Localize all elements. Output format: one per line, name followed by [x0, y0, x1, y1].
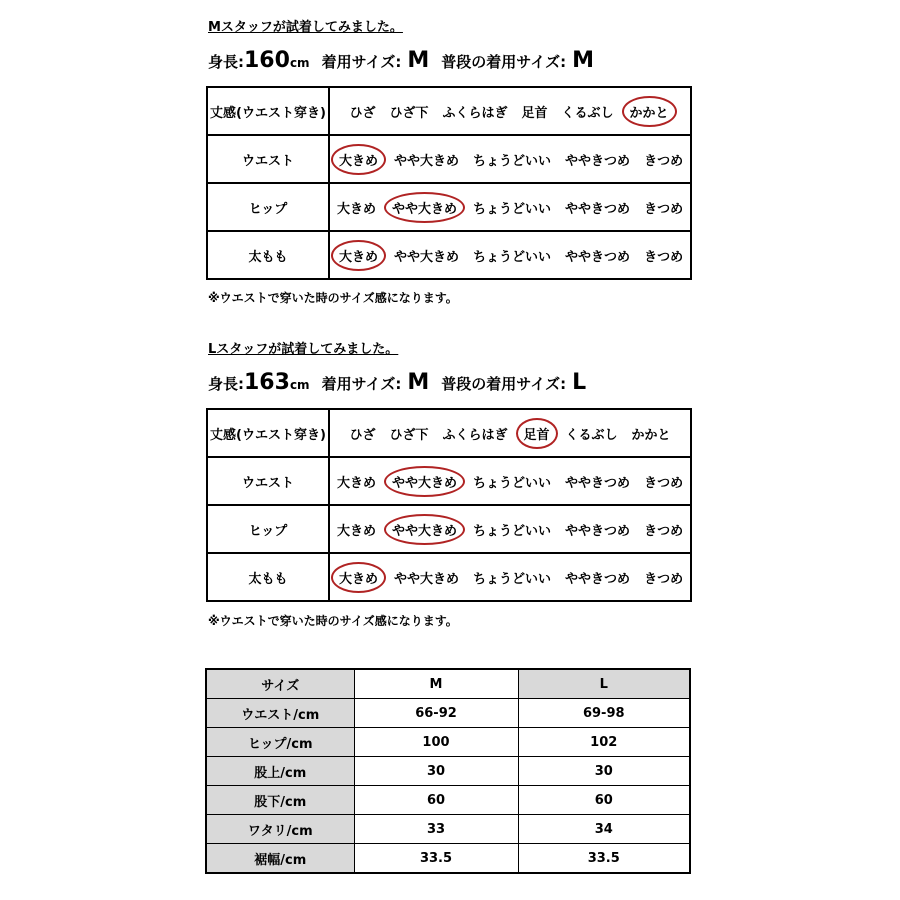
fit-option: やや大きめ — [394, 571, 460, 587]
size-value-l: 60 — [518, 786, 690, 815]
fit-row-label: 丈感(ウエスト穿き) — [207, 87, 329, 135]
fit-option: きつめ — [644, 249, 684, 265]
staff-l-fit-table — [206, 408, 692, 602]
fit-row — [207, 553, 691, 601]
fit-option: ちょうどいい — [473, 571, 552, 587]
fit-option: きつめ — [644, 153, 684, 169]
size-value-m: 33 — [354, 815, 518, 844]
wear-size-value: M — [407, 370, 430, 395]
size-value-m: 30 — [354, 757, 518, 786]
staff-l-info — [208, 370, 586, 395]
fit-row — [207, 409, 691, 457]
size-row-label: ワタリ/cm — [206, 815, 354, 844]
fit-option: くるぶし — [561, 105, 614, 121]
fit-option: 大きめ — [337, 201, 377, 217]
staff-m-info — [208, 48, 594, 73]
size-table-row — [206, 757, 690, 786]
fit-option: 大きめ — [337, 523, 377, 539]
fit-row-label: 太もも — [207, 553, 329, 601]
fit-options — [329, 457, 691, 505]
fit-option-selected: やや大きめ — [384, 466, 465, 497]
fit-option-selected: やや大きめ — [384, 514, 465, 545]
fit-option: ひざ下 — [389, 427, 429, 443]
fit-option: 足首 — [521, 105, 548, 121]
staff-m-title: Mスタッフが試着してみました。 — [208, 20, 403, 35]
fit-option-selected: 大きめ — [331, 144, 386, 175]
fit-option: きつめ — [644, 523, 684, 539]
fit-row — [207, 505, 691, 553]
fit-option: ちょうどいい — [473, 249, 552, 265]
fit-option: ちょうどいい — [473, 523, 552, 539]
staff-l-note: ※ウエストで穿いた時のサイズ感になります。 — [208, 614, 458, 628]
fit-options — [329, 505, 691, 553]
fit-row — [207, 87, 691, 135]
fit-row-label: 太もも — [207, 231, 329, 279]
size-header-m: M — [354, 669, 518, 699]
size-table-header-row — [206, 669, 690, 699]
fit-options — [329, 553, 691, 601]
fit-options — [329, 183, 691, 231]
fit-option: かかと — [631, 427, 671, 443]
size-table — [205, 668, 691, 874]
fit-option: きつめ — [644, 475, 684, 491]
fit-option: きつめ — [644, 571, 684, 587]
fit-option: ややきつめ — [565, 523, 631, 539]
size-value-l: 33.5 — [518, 844, 690, 874]
size-table-row — [206, 786, 690, 815]
fit-option: きつめ — [644, 201, 684, 217]
staff-l-title: Lスタッフが試着してみました。 — [208, 342, 399, 357]
usual-size-value: M — [572, 48, 594, 73]
height-value: 160 — [244, 48, 290, 73]
fit-option: ふくらはぎ — [442, 427, 508, 443]
fit-option: ひざ下 — [389, 105, 429, 121]
fit-option-selected: 大きめ — [331, 240, 386, 271]
fit-options — [329, 135, 691, 183]
fit-row-label: ウエスト — [207, 135, 329, 183]
size-value-l: 34 — [518, 815, 690, 844]
fit-row — [207, 231, 691, 279]
usual-size-value: L — [572, 370, 587, 395]
fit-option: ややきつめ — [565, 201, 631, 217]
fit-row — [207, 135, 691, 183]
fit-option: くるぶし — [565, 427, 618, 443]
fit-option: 大きめ — [337, 475, 377, 491]
size-row-label: 股下/cm — [206, 786, 354, 815]
usual-size-label: 普段の着用サイズ: — [441, 375, 567, 393]
fit-options — [329, 87, 691, 135]
fit-option: ふくらはぎ — [442, 105, 508, 121]
fit-option-selected: 大きめ — [331, 562, 386, 593]
fit-row-label: ウエスト — [207, 457, 329, 505]
size-value-m: 100 — [354, 728, 518, 757]
staff-m-fit-table — [206, 86, 692, 280]
size-value-l: 102 — [518, 728, 690, 757]
fit-option: ひざ — [349, 427, 376, 443]
fit-option: ややきつめ — [565, 249, 631, 265]
size-value-m: 33.5 — [354, 844, 518, 874]
size-value-m: 66-92 — [354, 699, 518, 728]
size-header-l: L — [518, 669, 690, 699]
size-row-label: 股上/cm — [206, 757, 354, 786]
size-row-label: 裾幅/cm — [206, 844, 354, 874]
wear-size-label: 着用サイズ: — [321, 53, 402, 71]
wear-size-label: 着用サイズ: — [321, 375, 402, 393]
fit-option: ややきつめ — [565, 475, 631, 491]
height-unit: cm — [289, 56, 310, 70]
fit-row — [207, 183, 691, 231]
fit-option-selected: やや大きめ — [384, 192, 465, 223]
fit-row — [207, 457, 691, 505]
fit-option-selected: 足首 — [516, 418, 558, 449]
size-table-row — [206, 815, 690, 844]
fit-option: ちょうどいい — [473, 153, 552, 169]
fit-option: やや大きめ — [394, 153, 460, 169]
size-value-l: 30 — [518, 757, 690, 786]
fit-option: ちょうどいい — [473, 201, 552, 217]
fit-options — [329, 231, 691, 279]
fit-option: ひざ — [349, 105, 376, 121]
height-value: 163 — [244, 370, 290, 395]
usual-size-label: 普段の着用サイズ: — [441, 53, 567, 71]
size-value-m: 60 — [354, 786, 518, 815]
fit-row-label: ヒップ — [207, 505, 329, 553]
fit-option: ややきつめ — [565, 571, 631, 587]
size-row-label: ヒップ/cm — [206, 728, 354, 757]
size-table-row — [206, 728, 690, 757]
height-label: 身長: — [208, 53, 244, 71]
fit-option: ややきつめ — [565, 153, 631, 169]
size-table-row — [206, 699, 690, 728]
fit-option: ちょうどいい — [473, 475, 552, 491]
staff-m-note: ※ウエストで穿いた時のサイズ感になります。 — [208, 291, 458, 305]
fit-option: やや大きめ — [394, 249, 460, 265]
fit-options — [329, 409, 691, 457]
height-label: 身長: — [208, 375, 244, 393]
fit-row-label: ヒップ — [207, 183, 329, 231]
fit-row-label: 丈感(ウエスト穿き) — [207, 409, 329, 457]
size-row-label: ウエスト/cm — [206, 699, 354, 728]
wear-size-value: M — [407, 48, 430, 73]
size-table-row — [206, 844, 690, 874]
size-value-l: 69-98 — [518, 699, 690, 728]
fit-option-selected: かかと — [622, 96, 677, 127]
size-header-label: サイズ — [206, 669, 354, 699]
height-unit: cm — [289, 378, 310, 392]
